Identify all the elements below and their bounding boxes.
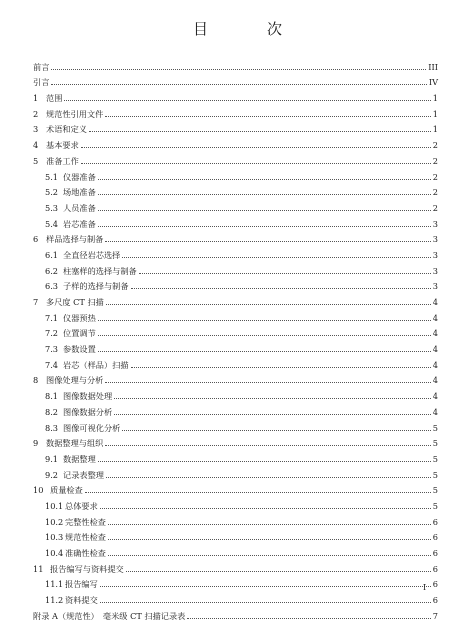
toc-entry-title: 前言 <box>33 61 50 72</box>
page-number: I <box>423 583 427 592</box>
toc-entry[interactable] <box>33 197 438 213</box>
toc-entry-title: 场地准备 <box>63 187 96 198</box>
toc-entry-page: III <box>428 61 438 72</box>
toc-entry-number: 8.3 <box>45 422 59 433</box>
toc-entry-page: 7 <box>432 610 438 621</box>
toc-entry-number: 3 <box>33 124 39 135</box>
toc-entry[interactable] <box>33 323 438 339</box>
toc-entry-number: 1 <box>33 93 39 104</box>
dot-leader <box>98 350 431 352</box>
toc-entry-title: 岩芯准备 <box>63 218 96 229</box>
toc-entry[interactable] <box>33 417 438 433</box>
toc-entry[interactable] <box>33 401 438 417</box>
dot-leader <box>98 319 431 321</box>
toc-entry-title: 报告编写 <box>65 579 98 590</box>
dot-leader <box>85 491 431 493</box>
toc-entry-title: 柱塞样的选择与制备 <box>63 265 137 276</box>
toc-entry-page: 6 <box>432 595 438 606</box>
toc-entry-number: 7.3 <box>45 344 59 355</box>
toc-entry-number: 8.1 <box>45 391 59 402</box>
dot-leader <box>100 585 431 587</box>
dot-leader <box>81 162 431 164</box>
dot-leader <box>98 193 431 195</box>
toc-entry-page: 4 <box>432 406 438 417</box>
dot-leader <box>51 68 426 70</box>
dot-leader <box>100 507 431 509</box>
toc-entry[interactable] <box>33 150 438 166</box>
toc-entry-page: 4 <box>432 328 438 339</box>
dot-leader <box>106 303 431 305</box>
toc-entry-number: 7.4 <box>45 359 59 370</box>
toc-entry-page: 4 <box>432 312 438 323</box>
dot-leader <box>89 130 431 132</box>
toc-entry-title: 子样的选择与制备 <box>63 281 129 292</box>
toc-entry-number: 11.2 <box>45 595 64 606</box>
toc-entry[interactable] <box>33 589 438 605</box>
toc-entry-page: 1 <box>432 93 438 104</box>
toc-entry-page: 2 <box>432 140 438 151</box>
toc-entry[interactable] <box>33 574 438 590</box>
toc-entry-title: 准确性检查 <box>65 548 106 558</box>
toc-entry[interactable] <box>33 480 438 496</box>
toc-entry-title: 附录 A（规范性） 毫米级 CT 扫描记录表 <box>33 610 186 621</box>
toc-entry[interactable] <box>33 56 438 72</box>
toc-entry-title: 基本要求 <box>46 140 79 151</box>
toc-entry-number: 6.2 <box>45 265 59 276</box>
toc-entry[interactable] <box>33 276 438 292</box>
toc-entry-title: 范围 <box>46 93 63 104</box>
toc-entry-page: 4 <box>432 375 438 386</box>
toc-entry[interactable] <box>33 464 438 480</box>
toc-entry-number: 11.1 <box>45 579 64 590</box>
dot-leader <box>114 397 431 399</box>
toc-entry-page: 3 <box>432 281 438 292</box>
toc-entry-page: 6 <box>432 563 438 574</box>
toc-entry-number: 5.1 <box>45 171 59 182</box>
toc-entry[interactable] <box>33 338 438 354</box>
toc-entry[interactable] <box>33 527 438 543</box>
toc-entry[interactable] <box>33 291 438 307</box>
toc-entry-title: 岩芯（样品）扫描 <box>63 359 129 370</box>
toc-entry-page: 2 <box>432 187 438 198</box>
toc-entry-page: IV <box>428 77 438 88</box>
toc-entry-page: 5 <box>432 469 438 480</box>
toc-entry-number: 4 <box>33 140 39 151</box>
toc-entry-title: 数据整理与组织 <box>46 438 104 449</box>
toc-entry-page: 5 <box>432 422 438 433</box>
toc-entry[interactable] <box>33 103 438 119</box>
toc-entry-page: 6 <box>432 532 438 543</box>
toc-entry-number: 9.1 <box>45 453 59 464</box>
toc-entry-number: 6.1 <box>45 249 59 260</box>
dot-leader <box>105 381 430 383</box>
toc-entry-title: 样品选择与制备 <box>46 234 104 245</box>
toc-entry[interactable] <box>33 244 438 260</box>
dot-leader <box>139 272 431 274</box>
toc-entry[interactable] <box>33 370 438 386</box>
dot-leader <box>108 523 431 525</box>
toc-entry-title: 质量检查 <box>50 485 83 496</box>
toc-entry-page: 4 <box>432 359 438 370</box>
dot-leader <box>98 178 431 180</box>
table-of-contents <box>33 56 438 621</box>
toc-entry[interactable] <box>33 542 438 558</box>
toc-entry-title: 仪器预热 <box>63 312 96 323</box>
dot-leader <box>98 225 431 227</box>
toc-entry-number: 5.4 <box>45 218 59 229</box>
dot-leader <box>105 240 430 242</box>
toc-entry-number: 2 <box>33 108 39 119</box>
toc-entry-number: 9 <box>33 438 39 449</box>
toc-entry-page: 3 <box>432 249 438 260</box>
toc-entry-number: 5.3 <box>45 202 59 213</box>
toc-entry-page: 6 <box>432 516 438 527</box>
toc-entry-page: 6 <box>432 579 438 590</box>
dot-leader <box>108 554 431 556</box>
toc-entry-number: 5.2 <box>45 187 59 198</box>
toc-entry-title: 完整性检查 <box>65 516 106 527</box>
toc-entry-title: 全直径岩芯选择 <box>63 249 121 260</box>
toc-entry-page: 2 <box>432 155 438 166</box>
dot-leader <box>51 83 426 85</box>
toc-entry-number: 10.2 <box>45 516 64 527</box>
toc-entry-title: 参数设置 <box>63 344 96 355</box>
toc-entry[interactable] <box>33 605 438 621</box>
dot-leader <box>98 209 431 211</box>
toc-entry[interactable] <box>33 385 438 401</box>
toc-entry-page: 1 <box>432 108 438 119</box>
toc-entry-page: 6 <box>432 548 438 558</box>
toc-entry-title: 图像数据分析 <box>63 406 113 417</box>
toc-entry[interactable] <box>33 213 438 229</box>
toc-entry[interactable] <box>33 558 438 574</box>
dot-leader <box>131 287 431 289</box>
toc-entry[interactable] <box>33 448 438 464</box>
toc-entry-number: 7.1 <box>45 312 59 323</box>
dot-leader <box>81 146 431 148</box>
toc-entry-title: 规范性引用文件 <box>46 108 104 119</box>
toc-entry-title: 数据整理 <box>63 453 96 464</box>
toc-entry-number: 6.3 <box>45 281 59 292</box>
toc-entry[interactable] <box>33 307 438 323</box>
toc-entry-page: 5 <box>432 453 438 464</box>
toc-entry-title: 图像处理与分析 <box>46 375 104 386</box>
toc-entry-page: 3 <box>432 234 438 245</box>
toc-entry[interactable] <box>33 260 438 276</box>
dot-leader <box>122 256 430 258</box>
toc-entry[interactable] <box>33 495 438 511</box>
toc-title: 目 次 <box>192 20 304 38</box>
toc-entry-number: 10 <box>33 485 44 496</box>
toc-entry-title: 准备工作 <box>46 155 79 166</box>
toc-entry-number: 9.2 <box>45 469 59 480</box>
toc-entry-title: 仪器准备 <box>63 171 96 182</box>
dot-leader <box>98 460 431 462</box>
toc-entry-title: 引言 <box>33 77 50 88</box>
toc-entry-number: 6 <box>33 234 39 245</box>
toc-entry-title: 术语和定义 <box>46 124 87 135</box>
toc-entry[interactable] <box>33 134 438 150</box>
toc-entry-number: 7.2 <box>45 328 59 339</box>
toc-entry-title: 多尺度 CT 扫描 <box>46 297 104 307</box>
toc-entry-page: 4 <box>432 391 438 402</box>
toc-entry-title: 人员准备 <box>63 202 96 213</box>
toc-entry[interactable] <box>33 354 438 370</box>
dot-leader <box>64 99 430 101</box>
toc-entry-page: 4 <box>432 297 438 307</box>
dot-leader <box>131 366 431 368</box>
dot-leader <box>100 601 431 603</box>
toc-entry-number: 10.1 <box>45 500 64 511</box>
toc-entry[interactable] <box>33 229 438 245</box>
toc-entry-number: 8.2 <box>45 406 59 417</box>
toc-entry-page: 2 <box>432 171 438 182</box>
toc-entry-number: 8 <box>33 375 39 386</box>
toc-entry-page: 3 <box>432 218 438 229</box>
toc-entry-page: 5 <box>432 500 438 511</box>
dot-leader <box>105 115 430 117</box>
toc-entry-title: 图像可视化分析 <box>63 422 121 433</box>
dot-leader <box>105 444 430 446</box>
toc-entry[interactable] <box>33 166 438 182</box>
dot-leader <box>106 476 431 478</box>
toc-entry-page: 5 <box>432 438 438 449</box>
toc-entry[interactable] <box>33 511 438 527</box>
toc-entry-title: 报告编写与资料提交 <box>50 563 124 574</box>
dot-leader <box>108 538 431 540</box>
dot-leader <box>126 570 431 572</box>
toc-entry-page: 2 <box>432 202 438 213</box>
toc-entry[interactable] <box>33 87 438 103</box>
toc-entry-page: 1 <box>432 124 438 135</box>
toc-entry-title: 图像数据处理 <box>63 391 113 402</box>
toc-entry[interactable] <box>33 433 438 449</box>
dot-leader <box>114 413 431 415</box>
toc-entry-number: 10.4 <box>45 548 64 558</box>
toc-entry[interactable] <box>33 119 438 135</box>
toc-entry-title: 记录表整理 <box>63 469 104 480</box>
toc-entry-number: 10.3 <box>45 532 64 543</box>
toc-entry-page: 3 <box>432 265 438 276</box>
toc-entry[interactable] <box>33 72 438 88</box>
toc-entry-page: 4 <box>432 344 438 355</box>
toc-entry[interactable] <box>33 182 438 198</box>
toc-entry-number: 7 <box>33 297 39 307</box>
toc-entry-title: 总体要求 <box>65 500 98 511</box>
toc-entry-title: 资料提交 <box>65 595 98 606</box>
toc-entry-page: 5 <box>432 485 438 496</box>
dot-leader <box>187 617 430 619</box>
dot-leader <box>98 334 431 336</box>
toc-entry-number: 11 <box>33 563 44 574</box>
toc-entry-number: 5 <box>33 155 39 166</box>
toc-entry-title: 规范性检查 <box>65 532 106 543</box>
toc-entry-title: 位置调节 <box>63 328 96 339</box>
dot-leader <box>122 429 430 431</box>
